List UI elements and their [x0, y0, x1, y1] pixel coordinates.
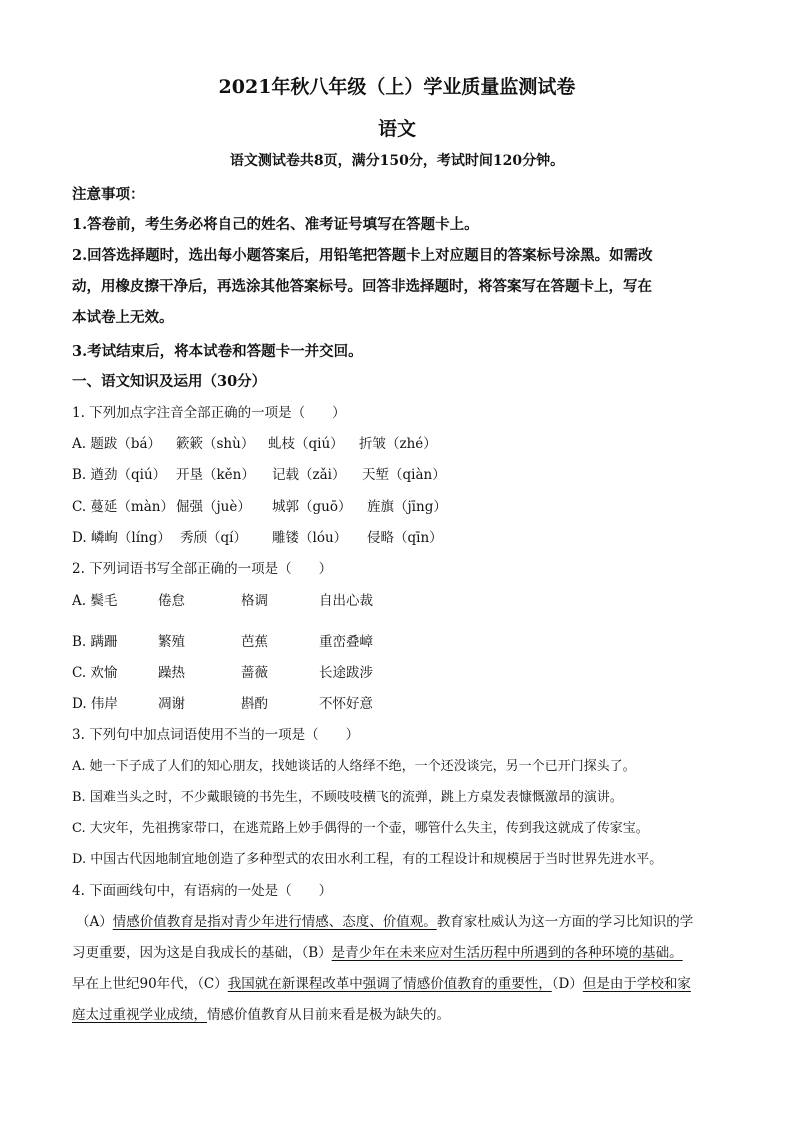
q4-sentence-c: 我国就在新课程改革中强调了情感价值教育的重要性， [227, 976, 552, 992]
q2-a-word-3: 格调 [241, 593, 268, 609]
q1-d-word-3: 雕镂（lóu） [272, 530, 348, 546]
exam-title: 2021年秋八年级（上）学业质量监测试卷 [218, 76, 576, 98]
q3-stem: 3. 下列句中加点词语使用不当的一项是（ ） [72, 727, 360, 743]
q4-sentence-a: 情感价值教育是指对青少年进行情感、态度、价值观。 [112, 914, 437, 930]
q1-d-word-1: D. 嶙峋（líng） [72, 530, 171, 546]
q3-option-d: D. 中国古代因地制宜地创造了多种型式的农田水利工程，有的工程设计和规模居于当时世界先进水平。 [72, 852, 663, 867]
q4-passage-line-2 [72, 941, 683, 961]
section-1-heading: 一、语文知识及运用（30分） [72, 373, 267, 390]
notice-item-2-line-2: 动，用橡皮擦干净后，再选涂其他答案标号。回答非选择题时，将答案写在答题卡上，写在 [72, 278, 652, 295]
q3-option-b: B. 国难当头之时，不少戴眼镜的书先生，不顾吱吱横飞的流弹，跳上方桌发表慷慨激昂的演讲。 [72, 790, 623, 805]
q3-option-c: C. 大灾年，先祖携家带口，在逃荒路上妙手偶得的一个壶，哪管什么失主，传到我这就成了传家宝。 [72, 821, 649, 836]
q2-c-word-1: C. 欢愉 [72, 665, 118, 681]
exam-info: 语文测试卷共8页，满分150分，考试时间120分钟。 [229, 153, 565, 169]
notice-item-1: 1.答卷前，考生务必将自己的姓名、准考证号填写在答题卡上。 [72, 216, 479, 233]
q1-b-word-3: 记载（zǎi） [272, 467, 346, 483]
q4-label-b: （B） [301, 945, 332, 961]
q2-a-word-4: 自出心裁 [319, 593, 373, 609]
q4-label-c: （C） [197, 976, 228, 992]
q4-line-4-rest: 情感价值教育从目前来看是极为缺失的。 [207, 1007, 450, 1023]
q4-stem: 4. 下面画线句中，有语病的一处是（ ） [72, 883, 333, 899]
notice-item-2-line-3: 本试卷上无效。 [72, 309, 174, 326]
q1-a-word-4: 折皱（zhé） [359, 436, 437, 452]
q2-d-word-4: 不怀好意 [319, 696, 373, 712]
q1-stem: 1. 下列加点字注音全部正确的一项是（ ） [72, 405, 346, 421]
q1-d-word-2: 秀颀（qí） [180, 530, 247, 546]
q1-a-word-1: A. 题跋（bá） [72, 436, 162, 452]
q1-c-word-3: 城郭（guō） [272, 499, 352, 515]
q4-sentence-d-part-2: 庭太过重视学业成绩， [72, 1007, 207, 1023]
q4-line-3-start: 早在上世纪90年代， [72, 976, 198, 992]
q4-sentence-b: 是青少年在未来应对生活历程中所遇到的各种环境的基础。 [331, 945, 683, 961]
q1-d-word-4: 侵略（qīn） [367, 530, 443, 546]
subject-title: 语文 [377, 118, 416, 140]
q2-d-word-2: 凋谢 [158, 696, 185, 712]
q1-c-word-1: C. 蔓延（màn） [72, 499, 174, 515]
q1-b-word-4: 天堑（qiàn） [362, 467, 446, 483]
notice-heading: 注意事项： [72, 186, 145, 203]
notice-item-3: 3.考试结束后，将本试卷和答题卡一并交回。 [72, 343, 363, 360]
q2-b-word-2: 繁殖 [158, 634, 185, 650]
q4-sentence-d-part-1: 但是由于学校和家 [582, 976, 691, 992]
q3-option-a: A. 她一下子成了人们的知心朋友，找她谈话的人络绎不绝，一个还没谈完，另一个已开门探头了。 [72, 759, 636, 774]
q2-a-word-2: 倦怠 [158, 593, 185, 609]
q1-c-word-4: 旌旗（jīng） [367, 499, 447, 515]
q1-b-word-2: 开垦（kěn） [176, 467, 255, 483]
q2-stem: 2. 下列词语书写全部正确的一项是（ ） [72, 561, 333, 577]
q1-b-word-1: B. 遒劲（qiú） [72, 467, 167, 483]
q2-c-word-3: 蔷薇 [241, 665, 268, 681]
q4-line-1-rest: 教育家杜威认为这一方面的学习比知识的学 [436, 914, 694, 930]
q4-label-a: （A） [76, 914, 113, 930]
q2-c-word-4: 长途跋涉 [319, 665, 373, 681]
q2-d-word-1: D. 伟岸 [72, 696, 118, 712]
q2-b-word-1: B. 蹒跚 [72, 634, 118, 650]
q4-line-2-start: 习更重要，因为这是自我成长的基础， [72, 945, 302, 961]
q4-label-d: （D） [551, 976, 583, 992]
q2-d-word-3: 斟酌 [241, 696, 268, 712]
q4-passage-line-1 [76, 910, 693, 930]
q2-a-word-1: A. 鬓毛 [72, 593, 118, 609]
q2-c-word-2: 躁热 [158, 665, 185, 681]
q4-passage-line-4 [72, 1003, 450, 1023]
q4-passage-line-3 [72, 972, 691, 992]
q1-c-word-2: 倔强（juè） [176, 499, 251, 515]
q2-b-word-4: 重峦叠嶂 [319, 634, 373, 650]
q1-a-word-3: 虬枝（qiú） [268, 436, 344, 452]
notice-item-2-line-1: 2.回答选择题时，选出每小题答案后，用铅笔把答题卡上对应题目的答案标号涂黑。如需改 [72, 247, 653, 264]
q2-b-word-3: 芭蕉 [241, 634, 268, 650]
q1-a-word-2: 簌簌（shù） [176, 436, 255, 452]
